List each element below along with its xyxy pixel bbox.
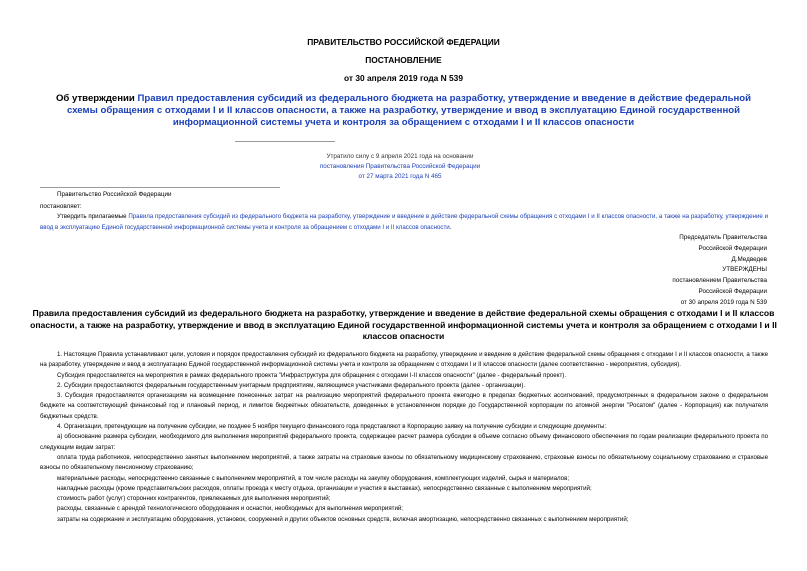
approve-suffix: . <box>449 223 452 231</box>
preamble-line-1: Правительство Российской Федерации <box>57 191 172 198</box>
approve-prefix: Утвердить прилагаемые <box>57 213 129 220</box>
paragraph-material-costs: материальные расходы, непосредственно связанные с выполнением мероприятий, в том числе расходы на закупку оборудования, комплектующих изделий, сырья и материалов; <box>57 474 570 482</box>
paragraph-overhead-costs: накладные расходы (кроме представительских расходов, оплаты проезда к месту отдыха, организации и участия в выставках), непосредственно связанные с выполнением мероприятий; <box>57 484 592 492</box>
approved-line-2: постановлением Правительства <box>672 277 767 285</box>
paragraph-maintenance-costs: затраты на содержание и эксплуатацию оборудования, установок, сооружений и других объектов основных средств, включая амортизацию, непосредственно связанных с выполнением мероприятий; <box>57 515 629 523</box>
paragraph-subsidy-purpose: Субсидия предоставляется на мероприятия в рамках федерального проекта "Инфраструктура для обращения с отходами I-II классов опасности" (далее - федеральный проект). <box>57 371 567 379</box>
annotation-link-date[interactable]: от 27 марта 2021 года N 465 <box>358 173 442 180</box>
title-link[interactable]: Правил предоставления субсидий из федерального бюджета на разработку, утверждение и введение в действие федеральной схемы обращения с отходами I и II классов опасности, а также на разработку, утверждение и ввод в эксплуатацию Единой государственной информационной системы учета и контроля за обращением с отходами I и II классов опасности <box>66 93 752 129</box>
paragraph-labor-costs: оплата труда работников, непосредственно занятых выполнением мероприятий, а также затраты на страховые взносы по обязательному медицинскому страхованию, страховые взносы по обязательному социальному страхованию и страховые взносы по обязательному пенсионному страхованию; <box>40 453 768 472</box>
annotation-link[interactable]: постановления Правительства Российской Федерации <box>319 163 481 170</box>
signature-block <box>567 233 767 309</box>
paragraph-contractor-costs: стоимость работ (услуг) сторонних контрагентов, привлекаемых для выполнения мероприятий; <box>57 495 331 503</box>
annotation-block <box>250 152 550 182</box>
paragraph-3: 3. Субсидия предоставляется организациям на возмещение понесенных затрат на реализацию мероприятий федерального проекта ежегодно в пределах бюджетных ассигнований, предусмотренных в федеральном законе о федеральном бюджете на соответствующий финансовый год и плановый период, и лимитов бюджетных обязательств, доведенных в установленном порядке до Государственной корпорации по атомной энергии "Росатом" (далее - Корпорация) как получателя бюджетных средств. <box>40 392 768 420</box>
approve-paragraph <box>40 212 768 233</box>
document-title <box>48 93 759 130</box>
signature-line-2: Российской Федерации <box>698 244 767 252</box>
paragraph-1: 1. Настоящие Правила устанавливают цели, условия и порядок предоставления субсидий из федерального бюджета на разработку, утверждение и введение в действие федеральной схемы обращения с отходами I и II классов опасности, а также на разработку, утверждение и ввод в эксплуатацию Единой государственной информационной системы учета и контроля за обращением с отходами I и II классов опасности (далее соответственно - мероприятия, субсидия). <box>40 351 768 369</box>
paragraph-2: 2. Субсидии предоставляются федеральным государственным унитарным предприятиям, являющимся участниками федерального проекта (далее - организации). <box>57 381 526 389</box>
signature-line-1: Председатель Правительства <box>679 234 767 241</box>
document-date-number: от 30 апреля 2019 года N 539 <box>344 73 463 83</box>
paragraph-4: 4. Организации, претендующие на получение субсидии, не позднее 5 ноября текущего финансового года представляют в Корпорацию заявку на получение субсидии и следующие документы: <box>57 423 607 431</box>
rules-title: Правила предоставления субсидий из федерального бюджета на разработку, утверждение и введение в действие федеральной схемы обращения с отходами I и II классов опасности, а также на разработку, утверждение и ввод в эксплуатацию Единой государственной информационной системы учета и контроля за обращением с отходами I и II классов опасности <box>30 308 777 342</box>
preamble-line-2: постановляет: <box>40 203 82 210</box>
government-heading: ПРАВИТЕЛЬСТВО РОССИЙСКОЙ ФЕДЕРАЦИИ <box>307 37 500 47</box>
approved-line-4: от 30 апреля 2019 года N 539 <box>680 298 767 306</box>
approve-rules-link[interactable]: Правила предоставления субсидий из федерального бюджета на разработку, утверждение и введение в действие федеральной схемы обращения с отходами I и II классов опасности, а также на разработку, утверждение и ввод в эксплуатацию Единой государственной информационной системы учета и контроля за обращением с отходами I и II классов опасности <box>40 213 769 231</box>
title-prefix: Об утверждении <box>55 93 138 104</box>
document-type-heading: ПОСТАНОВЛЕНИЕ <box>365 55 442 65</box>
annotation-line-1: Утратило силу с 9 апреля 2021 года на основании <box>326 153 474 160</box>
paragraph-rental-costs: расходы, связанные с арендой технологического оборудования и оснастки, необходимых для выполнения мероприятий; <box>57 505 404 513</box>
rules-body <box>40 350 768 525</box>
approved-line-1: УТВЕРЖДЕНЫ <box>722 266 767 274</box>
top-divider <box>235 141 335 142</box>
signature-line-3: Д.Медведев <box>731 255 767 263</box>
paragraph-4a: а) обоснование размера субсидии, необходимого для выполнения мероприятий федерального проекта, содержащее расчет размера субсидии в объеме согласно объему финансового обеспечения по годам реализации федерального проекта по следующим видам затрат: <box>40 433 768 451</box>
annotation-divider <box>40 187 280 188</box>
approved-line-3: Российской Федерации <box>698 287 767 295</box>
